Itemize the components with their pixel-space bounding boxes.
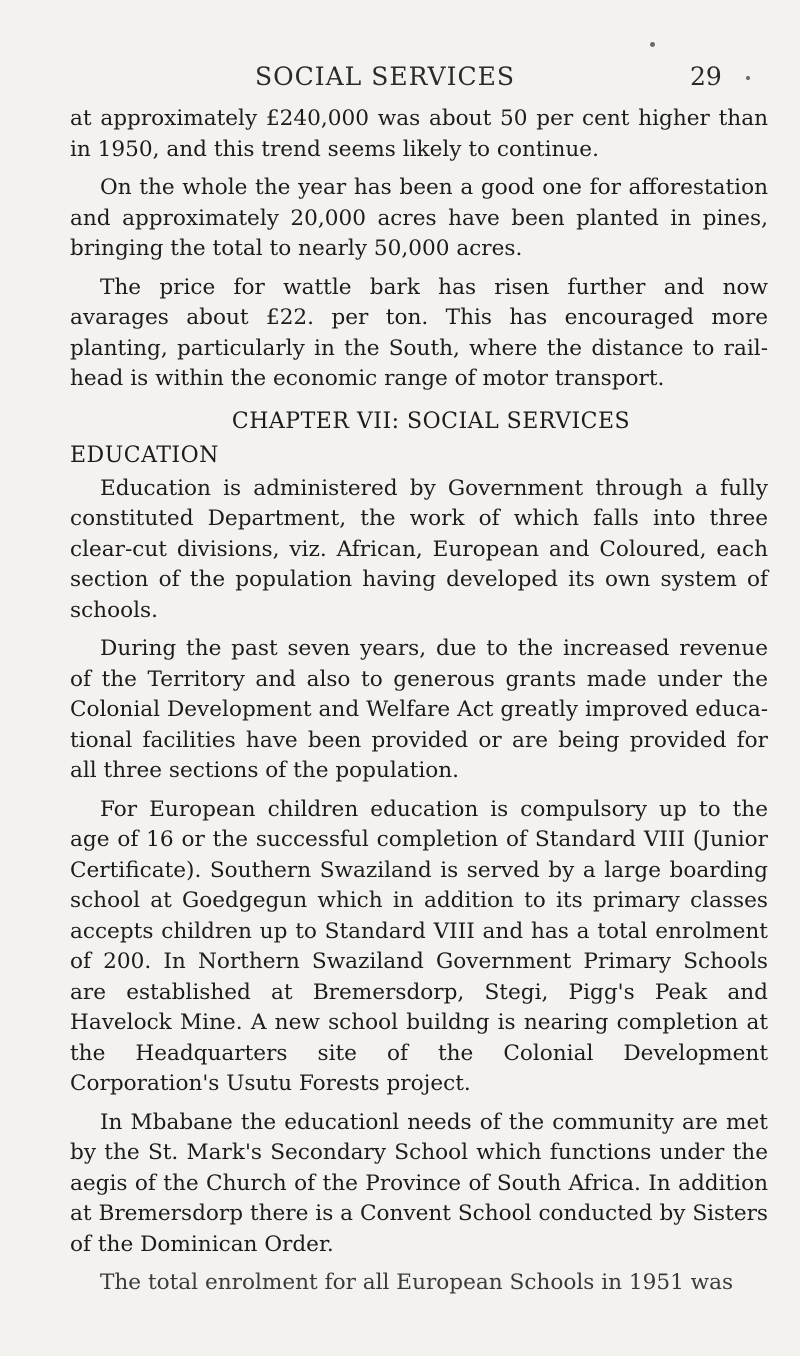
paragraph-afforestation: On the whole the year has been a good one for afforestation and approximately 20,000 acres have been planted in pines, bringing the total to nearly 50,000 acres. — [70, 175, 768, 261]
ink-speck — [650, 42, 655, 47]
section-heading: EDUCATION — [70, 443, 219, 468]
paragraph-educational-facilities: During the past seven years, due to the increased revenue of the Territory and also to generous grants made under the Colonial Development and Welfare Act greatly improved educational facilities have been provided or are being provided for all three sections of the population. — [70, 636, 768, 783]
chapter-heading: CHAPTER VII: SOCIAL SERVICES — [231, 408, 631, 434]
paragraph-wattle-bark: The price for wattle bark has risen further and now avarages about £22. per ton. This has encouraged more planting, particularly in the South, where the distance to rail-head is within the economic range of motor transport. — [70, 274, 768, 391]
paragraph-european-children: For European children education is compulsory up to the age of 16 or the successful completion of Standard VIII (Junior Certificate). Southern Swaziland is served by a large boarding school at Goedgegun which in addition to its primary classes accepts children up to Standard VIII and has a total enrolment of 200. In Northern Swaziland Government Primary Schools are established at Bremersdorp, Stegi, Pigg's Peak and Havelock Mine. A new school buildng is nearing completion at the Headquarters site of the Colonial Development Corporation's Usutu Forests project. — [70, 796, 768, 1096]
ink-speck — [746, 76, 750, 80]
running-head: SOCIAL SERVICES — [255, 62, 515, 91]
paragraph-enrolment: The total enrolment for all European Schools in 1951 was — [100, 1270, 734, 1295]
paragraph-education-admin: Education is administered by Government through a fully constituted Department, the work of which falls into three clear-cut divisions, viz. African, European and Coloured, each section of the population having developed its own system of schools. — [70, 475, 768, 623]
paragraph-mbabane: In Mbabane the educationl needs of the community are met by the St. Mark's Secondary School which functions under the aegis of the Church of the Province of South Africa. In addition at Bremersdorp there is a Convent School conducted by Sisters of the Dominican Order. — [70, 1109, 768, 1257]
body-text — [70, 104, 768, 1307]
page-number: 29 — [690, 62, 722, 91]
paragraph-continuation: at approximately £240,000 was about 50 per cent higher than in 1950, and this trend seems likely to continue. — [70, 106, 768, 162]
